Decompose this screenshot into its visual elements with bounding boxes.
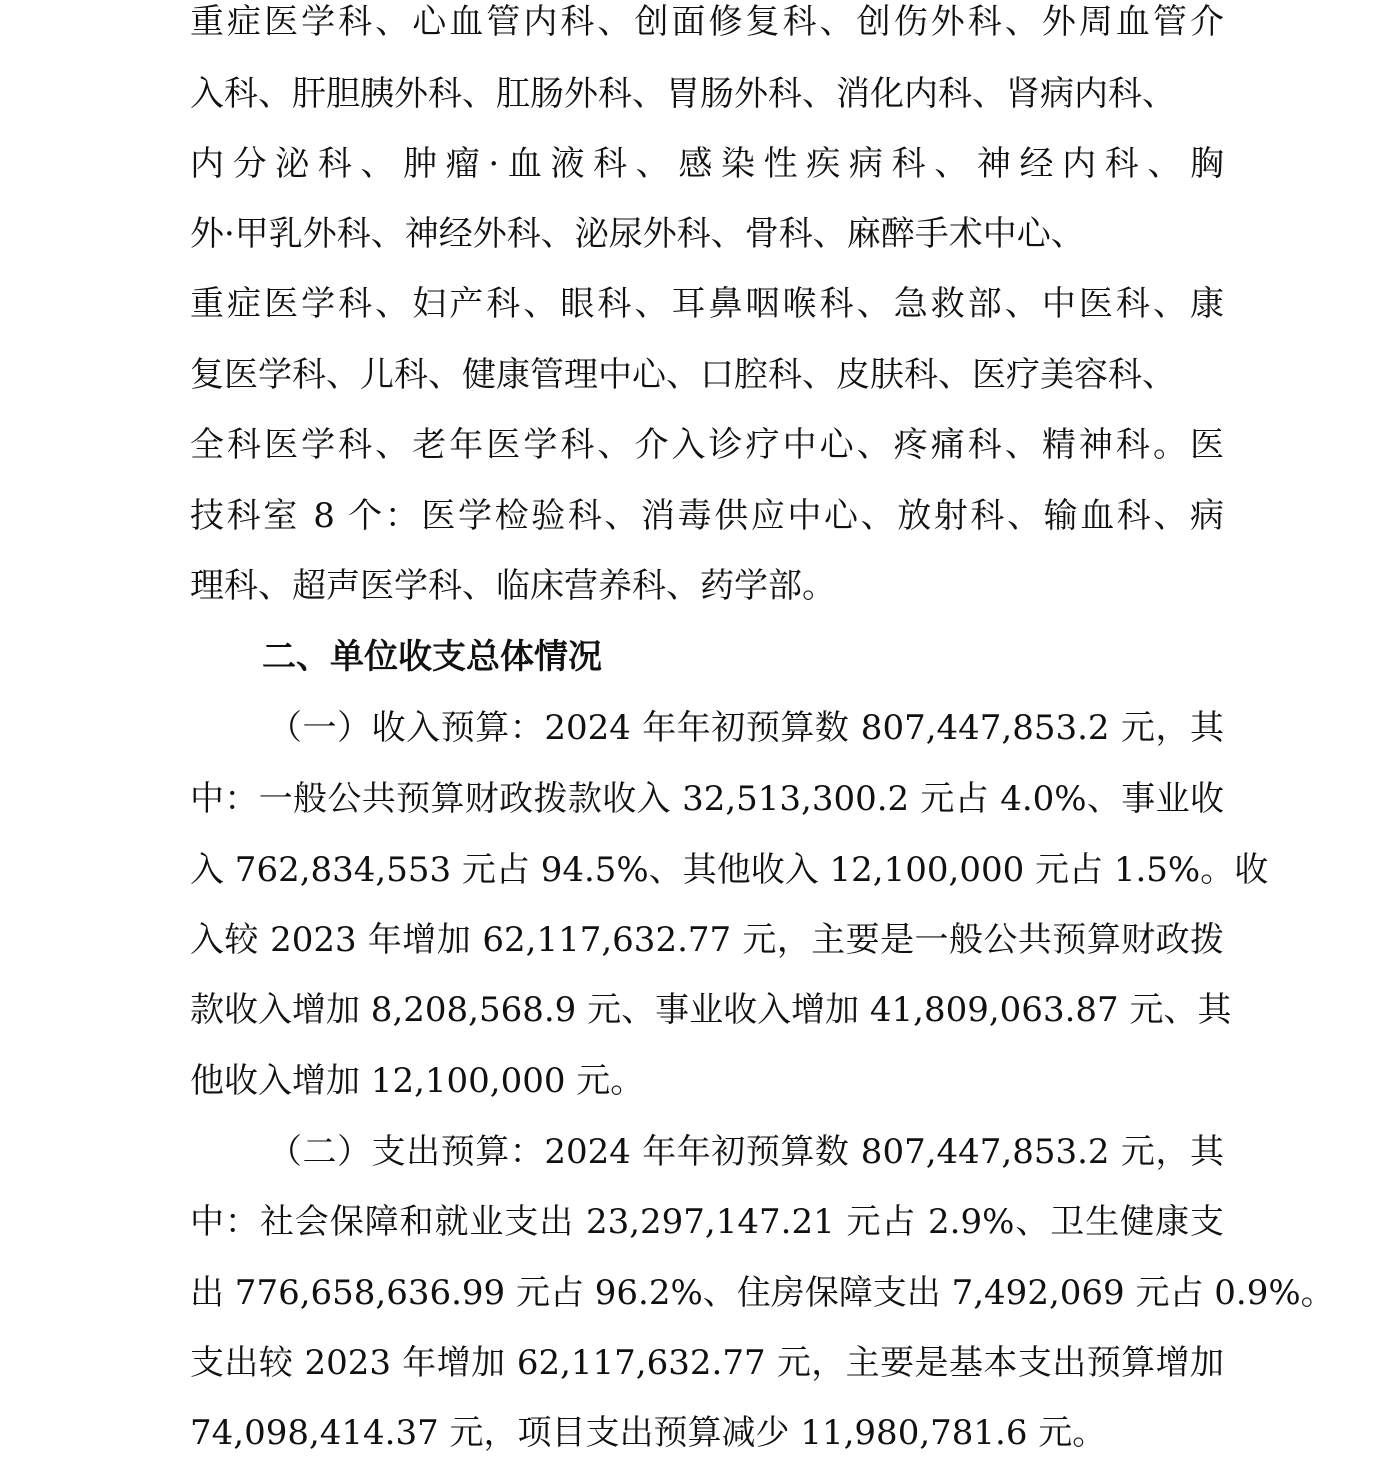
expense-line-1: （二）支出预算：2024 年年初预算数 807,447,853.2 元，其 <box>268 1132 1224 1172</box>
income-line-5: 款收入增加 8,208,568.9 元、事业收入增加 41,809,063.87 元、其 <box>190 990 1232 1030</box>
dept-line-4: 外·甲乳外科、神经外科、泌尿外科、骨科、麻醉手术中心、 <box>190 214 1085 254</box>
dept-line-5: 重症医学科、妇产科、眼科、耳鼻咽喉科、急救部、中医科、康 <box>190 284 1224 324</box>
dept-line-8: 技科室 8 个：医学检验科、消毒供应中心、放射科、输血科、病 <box>190 496 1224 536</box>
income-line-4: 入较 2023 年增加 62,117,632.77 元，主要是一般公共预算财政拨 <box>190 920 1224 960</box>
expense-line-4: 支出较 2023 年增加 62,117,632.77 元，主要是基本支出预算增加 <box>190 1343 1224 1383</box>
income-line-1: （一）收入预算：2024 年年初预算数 807,447,853.2 元，其 <box>268 708 1224 748</box>
section-heading: 二、单位收支总体情况 <box>262 637 602 677</box>
income-line-6: 他收入增加 12,100,000 元。 <box>190 1061 645 1101</box>
expense-line-2: 中：社会保障和就业支出 23,297,147.21 元占 2.9%、卫生健康支 <box>190 1202 1224 1242</box>
dept-line-6: 复医学科、儿科、健康管理中心、口腔科、皮肤科、医疗美容科、 <box>190 355 1176 395</box>
dept-line-7: 全科医学科、老年医学科、介入诊疗中心、疼痛科、精神科。医 <box>190 425 1224 465</box>
dept-line-9: 理科、超声医学科、临床营养科、药学部。 <box>190 566 836 606</box>
dept-line-3: 内分泌科、肿瘤·血液科、感染性疾病科、神经内科、胸 <box>190 144 1224 184</box>
income-line-2: 中：一般公共预算财政拨款收入 32,513,300.2 元占 4.0%、事业收 <box>190 779 1224 819</box>
dept-line-1: 重症医学科、心血管内科、创面修复科、创伤外科、外周血管介 <box>190 2 1224 42</box>
expense-line-5: 74,098,414.37 元，项目支出预算减少 11,980,781.6 元。 <box>190 1413 1107 1453</box>
expense-line-3: 出 776,658,636.99 元占 96.2%、住房保障支出 7,492,069 元占 0.9%。 <box>190 1273 1335 1313</box>
dept-line-2: 入科、肝胆胰外科、肛肠外科、胃肠外科、消化内科、肾病内科、 <box>190 74 1176 114</box>
income-line-3: 入 762,834,553 元占 94.5%、其他收入 12,100,000 元占 1.5%。收 <box>190 850 1269 890</box>
